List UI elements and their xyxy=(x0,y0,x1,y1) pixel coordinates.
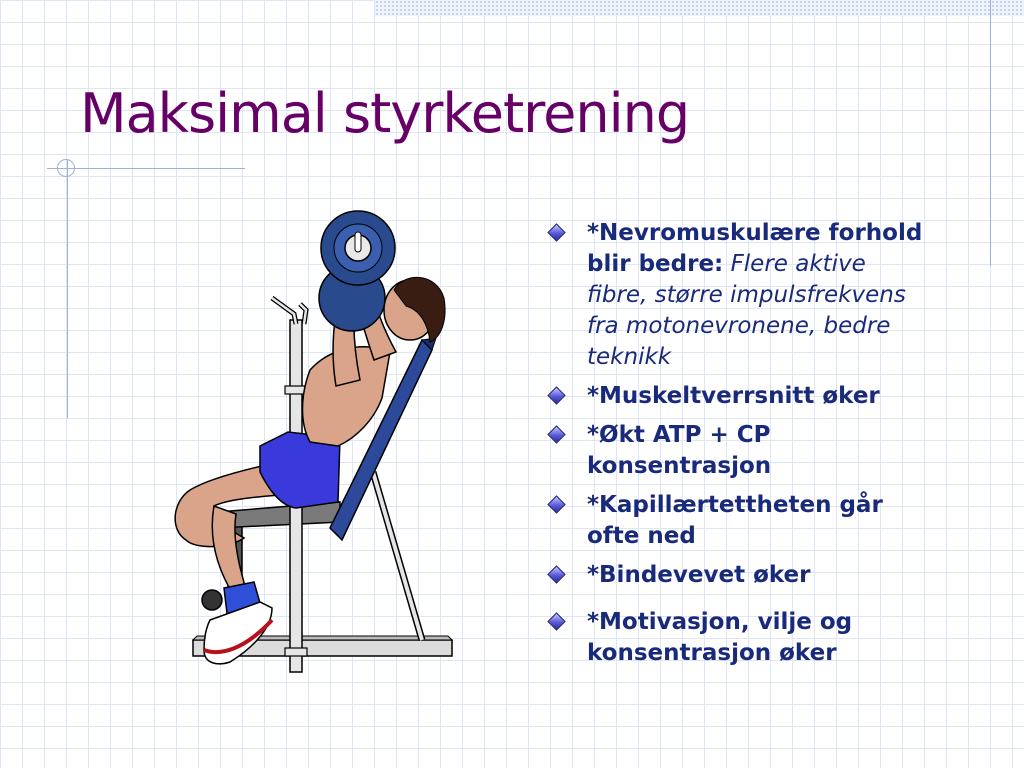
diamond-bullet-icon xyxy=(547,223,565,241)
diamond-bullet-icon xyxy=(547,495,565,513)
incline-bench-press-illustration xyxy=(160,210,460,680)
list-item xyxy=(548,560,933,591)
diamond-bullet-icon xyxy=(547,425,565,443)
diamond-bullet-icon xyxy=(547,612,565,630)
diamond-bullet-icon xyxy=(547,386,565,404)
bullet-bold-text: *Kapillærtettheten går ofte ned xyxy=(587,492,883,549)
list-item xyxy=(548,490,933,552)
bullet-bold-text: *Økt ATP + CP konsentrasjon xyxy=(587,422,772,479)
bullet-bold-text: *Muskeltverrsnitt øker xyxy=(587,383,880,409)
bullet-bold-text: *Nevromuskulære forhold blir bedre: xyxy=(587,220,923,277)
list-item xyxy=(548,420,933,482)
list-item xyxy=(548,218,933,373)
title-underline-rule xyxy=(47,168,245,169)
rule-corner-circle xyxy=(57,159,75,177)
bullet-bold-text: *Motivasjon, vilje og konsentrasjon øker xyxy=(587,609,853,666)
diamond-bullet-icon xyxy=(547,565,565,583)
bullet-italic-text: Flere aktive fibre, større impulsfrekvens fra motonevronene, bedre teknikk xyxy=(587,251,906,370)
right-vertical-rule xyxy=(990,0,991,266)
bullet-list xyxy=(548,218,933,677)
bullet-bold-text: *Bindevevet øker xyxy=(587,562,811,588)
top-decorative-band xyxy=(375,0,1024,16)
list-item xyxy=(548,607,933,669)
slide-title: Maksimal styrketrening xyxy=(80,82,690,145)
list-item xyxy=(548,381,933,412)
left-vertical-rule xyxy=(67,160,68,418)
